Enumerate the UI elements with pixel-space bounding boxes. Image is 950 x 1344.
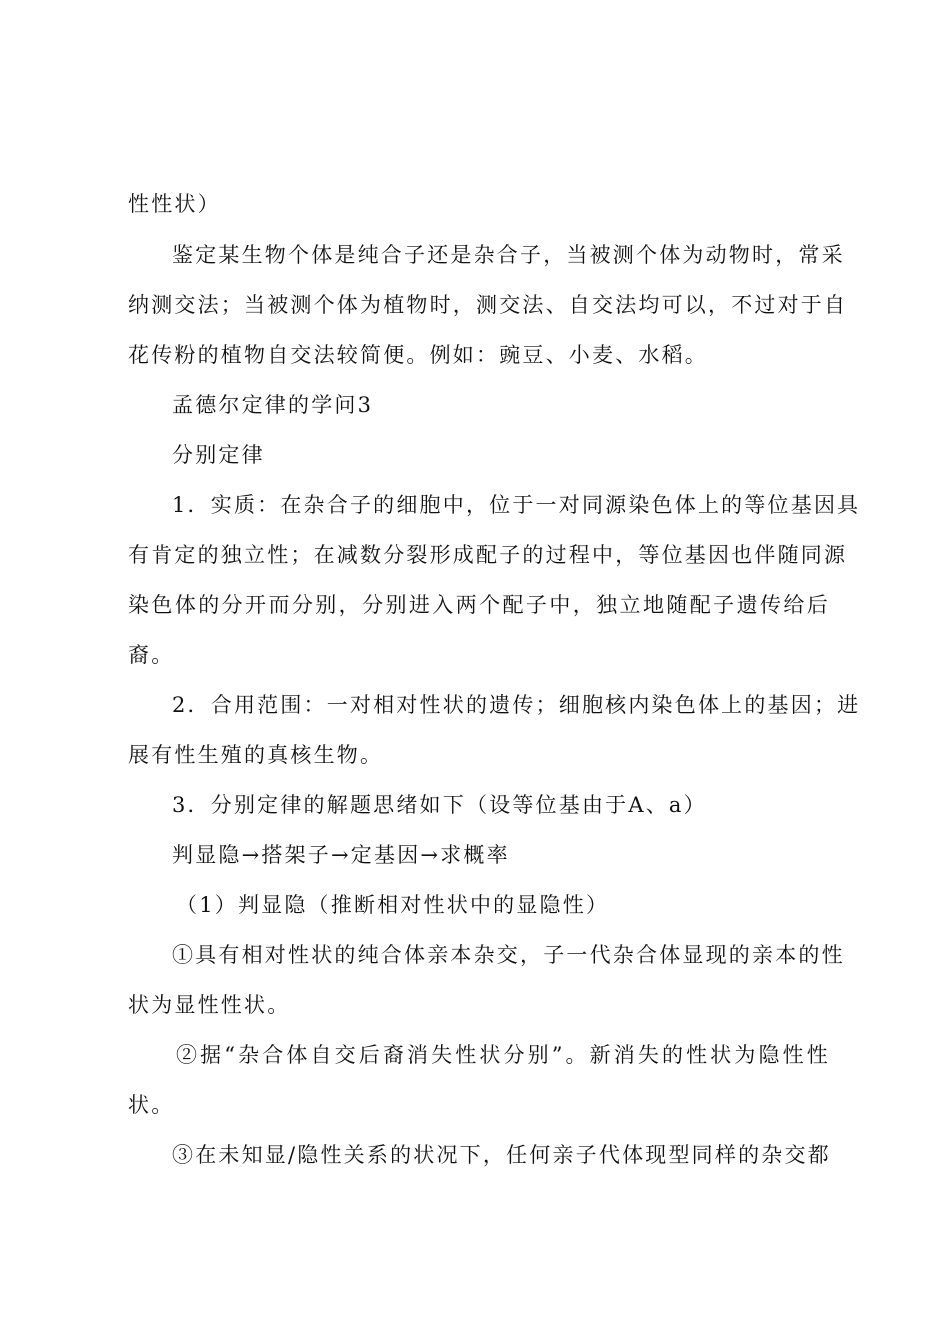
text-line-1: 性性状） bbox=[128, 192, 221, 216]
text-line-2: 鉴定某生物个体是纯合子还是杂合子，当被测个体为动物时，常采 bbox=[172, 243, 845, 267]
text-line-9: 染色体的分开而分别，分别进入两个配子中，独立地随配子遗传给后 bbox=[128, 593, 830, 617]
text-line-13: 3．分别定律的解题思绪如下（设等位基由于A、a） bbox=[172, 793, 707, 817]
text-line-15: （1）判显隐（推断相对性状中的显隐性） bbox=[176, 893, 610, 917]
text-line-18: ②据“杂合体自交后裔消失性状分别”。新消失的性状为隐性性 bbox=[176, 1043, 830, 1067]
text-line-8: 有肯定的独立性；在减数分裂形成配子的过程中，等位基因也伴随同源 bbox=[128, 543, 848, 567]
text-line-17: 状为显性性状。 bbox=[128, 993, 291, 1017]
section-heading: 孟德尔定律的学问3 bbox=[172, 393, 374, 417]
text-line-19: 状。 bbox=[128, 1093, 175, 1117]
text-line-7: 1．实质：在杂合子的细胞中，位于一对同源染色体上的等位基因具 bbox=[172, 493, 861, 517]
text-line-3: 纳测交法；当被测个体为植物时，测交法、自交法均可以，不过对于自 bbox=[128, 293, 848, 317]
text-line-12: 展有性生殖的真核生物。 bbox=[128, 743, 384, 767]
text-line-14: 判显隐→搭架子→定基因→求概率 bbox=[172, 843, 510, 867]
text-line-16: ①具有相对性状的纯合体亲本杂交，子一代杂合体显现的亲本的性 bbox=[172, 943, 845, 967]
text-line-11: 2．合用范围：一对相对性状的遗传；细胞核内染色体上的基因；进 bbox=[172, 693, 861, 717]
subsection-heading: 分别定律 bbox=[172, 443, 265, 467]
text-line-10: 裔。 bbox=[128, 643, 175, 667]
text-line-4: 花传粉的植物自交法较简便。例如：豌豆、小麦、水稻。 bbox=[128, 343, 708, 367]
text-line-20: ③在未知显/隐性关系的状况下，任何亲子代体现型同样的杂交都 bbox=[172, 1143, 831, 1167]
